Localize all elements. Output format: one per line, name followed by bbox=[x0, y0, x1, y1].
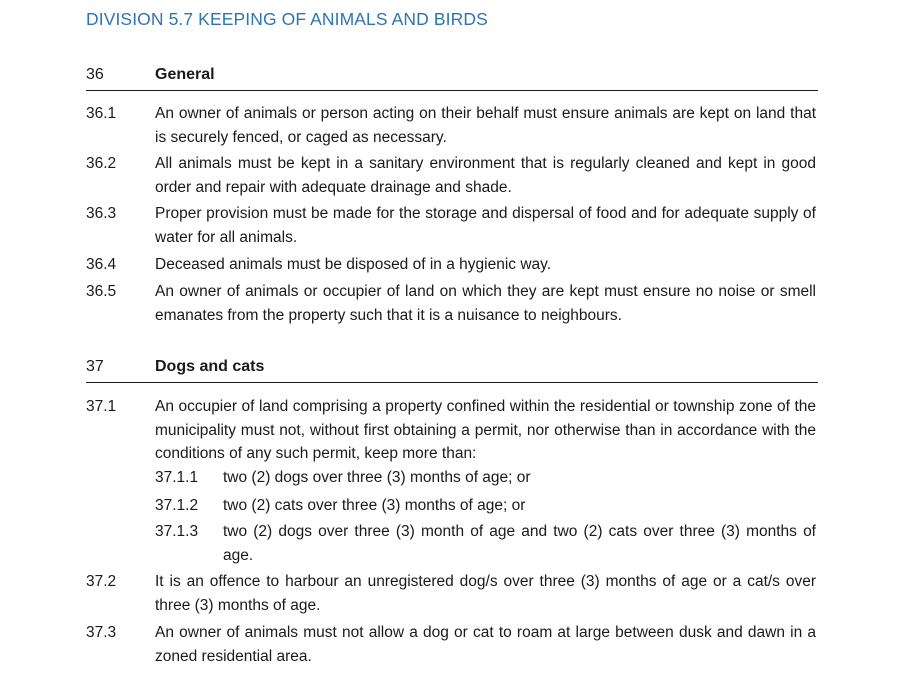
clause-number: 36.4 bbox=[86, 256, 117, 273]
subclause-text: two (2) dogs over three (3) months of age; or bbox=[223, 469, 531, 486]
section-title: General bbox=[155, 66, 215, 83]
subclause-text: two (2) dogs over three (3) month of age and two (2) cats over three (3) months of age. bbox=[223, 523, 816, 564]
clause-text: Deceased animals must be disposed of in a hygienic way. bbox=[155, 256, 552, 273]
section-number: 37 bbox=[86, 358, 104, 375]
section-heading-37 bbox=[86, 358, 818, 383]
clause-number: 36.1 bbox=[86, 105, 117, 122]
clause-number: 36.5 bbox=[86, 283, 117, 300]
subclause-number: 37.1.3 bbox=[155, 523, 199, 540]
clause-text: An owner of animals must not allow a dog or cat to roam at large between dusk and dawn in a zoned residential area. bbox=[155, 624, 816, 665]
clause-text: An occupier of land comprising a property confined within the residential or township zone of the municipality must not, without first obtaining a permit, nor otherwise than in accordance with the conditions of any such permit, keep more than: bbox=[155, 398, 816, 462]
clause-text: All animals must be kept in a sanitary environment that is regularly cleaned and kept in good order and repair with adequate drainage and shade. bbox=[155, 155, 816, 196]
clause-number: 37.2 bbox=[86, 573, 117, 590]
subclause-number: 37.1.2 bbox=[155, 497, 199, 514]
clause-number: 36.2 bbox=[86, 155, 117, 172]
clause-text: Proper provision must be made for the storage and dispersal of food and for adequate supply of water for all animals. bbox=[155, 205, 816, 246]
clause-text: An owner of animals or occupier of land on which they are kept must ensure no noise or smell emanates from the property such that it is a nuisance to neighbours. bbox=[155, 283, 816, 324]
division-title: DIVISION 5.7 KEEPING OF ANIMALS AND BIRDS bbox=[86, 9, 488, 29]
subclause-number: 37.1.1 bbox=[155, 469, 199, 486]
clause-number: 36.3 bbox=[86, 205, 117, 222]
clause-number: 37.1 bbox=[86, 398, 117, 415]
subclause-text: two (2) cats over three (3) months of age; or bbox=[223, 497, 526, 514]
clause-number: 37.3 bbox=[86, 624, 117, 641]
section-heading-36 bbox=[86, 66, 818, 91]
clause-text: It is an offence to harbour an unregistered dog/s over three (3) months of age or a cat/s over three (3) months of age. bbox=[155, 573, 816, 614]
clause-text: An owner of animals or person acting on their behalf must ensure animals are kept on land that is securely fenced, or caged as necessary. bbox=[155, 105, 816, 146]
section-number: 36 bbox=[86, 66, 104, 83]
section-title: Dogs and cats bbox=[155, 358, 265, 375]
